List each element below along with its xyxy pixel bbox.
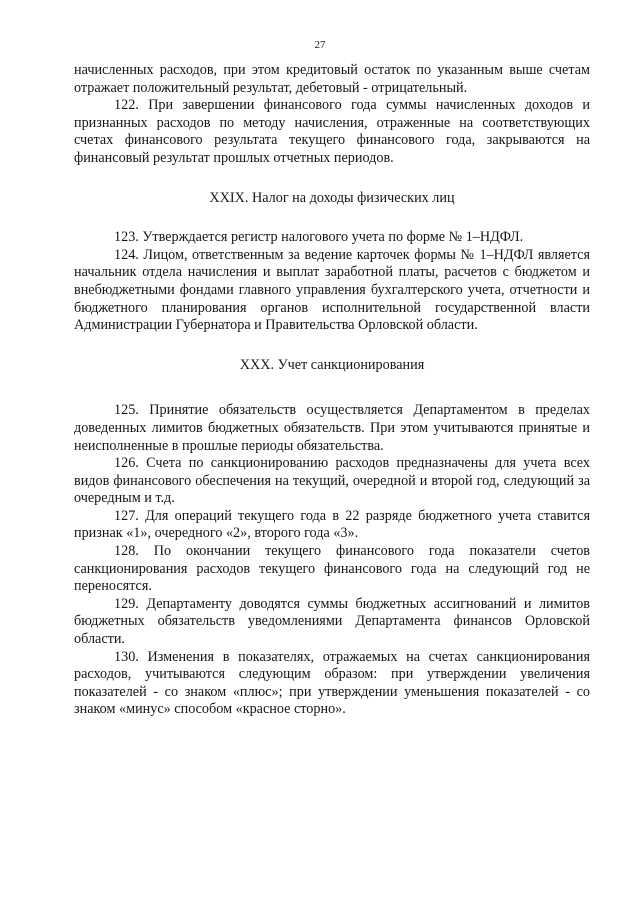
document-body	[74, 62, 590, 719]
section-heading-29: XXIX. Налог на доходы физических лиц	[209, 189, 455, 206]
page-number: 27	[314, 39, 326, 51]
paragraph-124: 124. Лицом, ответственным за ведение карточек формы № 1–НДФЛ является начальник отдела начисления и выплат заработной платы, расчетов с бюджетом и внебюджетными фондами главного управления бухгалтерского учета, отчетности и бюджетного планирования органов исполнительной государственной власти Администрации Губернатора и Правительства Орловской области.	[74, 246, 590, 334]
paragraph-122: 122. При завершении финансового года суммы начисленных доходов и признанных расходов по методу начисления, отраженные на соответствующих счетах финансового результата текущего финансового года, закрываются на финансовый результат прошлых отчетных периодов.	[74, 97, 590, 166]
paragraph-129: 129. Департаменту доводятся суммы бюджетных ассигнований и лимитов бюджетных обязательств уведомлениями Департамента финансов Орловской области.	[74, 595, 590, 648]
paragraph-125: 125. Принятие обязательств осуществляется Департаментом в пределах доведенных лимитов бюджетных обязательств. При этом учитываются принятые и неисполненные в прошлые периоды обязательства.	[74, 402, 590, 454]
paragraph-128: 128. По окончании текущего финансового года показатели счетов санкционирования расходов текущего финансового года на следующий год не переносятся.	[74, 543, 590, 595]
paragraph-123: 123. Утверждается регистр налогового учета по форме № 1–НДФЛ.	[114, 229, 524, 246]
section-heading-30: XXX. Учет санкционирования	[239, 356, 425, 373]
paragraph-130: 130. Изменения в показателях, отражаемых на счетах санкционирования расходов, учитываются следующим образом: при утверждении увеличения показателей - со знаком «плюс»; при утверждении уменьшения показателей - со знаком «минус» способом «красное сторно».	[74, 648, 590, 718]
paragraph-127: 127. Для операций текущего года в 22 разряде бюджетного учета ставится признак «1», очередного «2», второго года «3».	[74, 507, 590, 542]
paragraph-126: 126. Счета по санкционированию расходов предназначены для учета всех видов финансового обеспечения на текущий, очередной и второй год, следующий за очередным и т.д.	[74, 455, 590, 507]
continued-paragraph: начисленных расходов, при этом кредитовый остаток по указанным выше счетам отражает положительный результат, дебетовый - отрицательный.	[74, 62, 590, 96]
